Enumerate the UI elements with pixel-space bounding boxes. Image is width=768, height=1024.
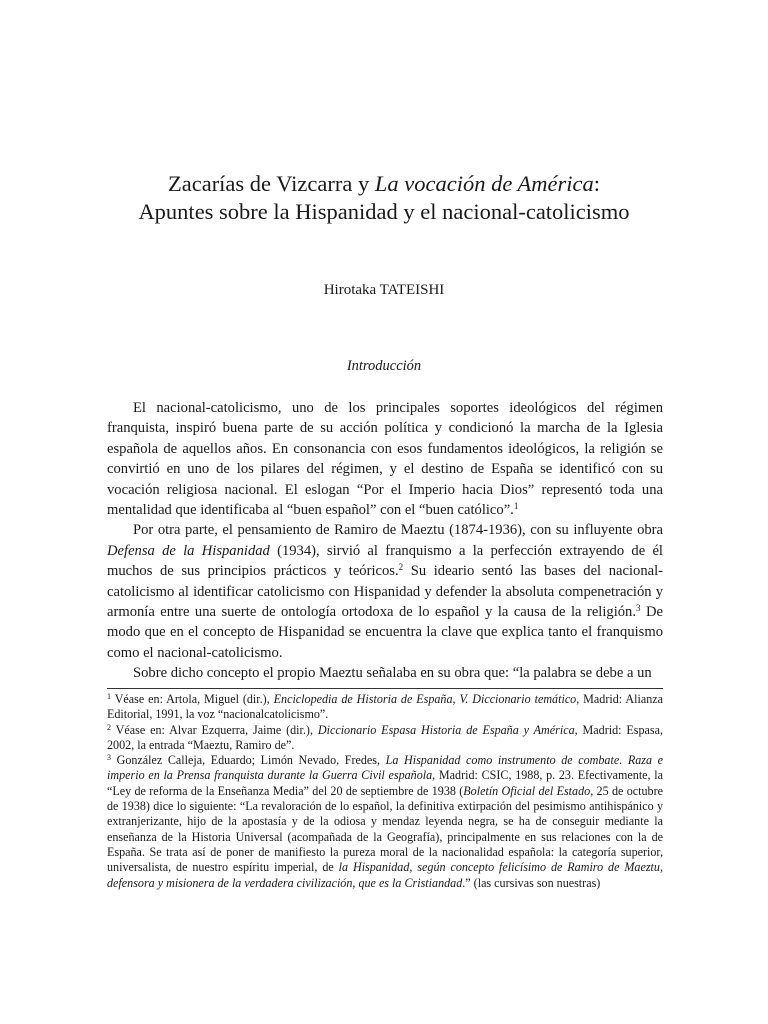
footnotes	[107, 692, 663, 891]
title-plain-text: Zacarías de Vizcarra y	[167, 171, 375, 196]
footnote-1-text-a: Véase en: Artola, Miguel (dir.),	[111, 692, 274, 706]
footnote-3-italic-1: La Hispanidad como instrumento de combate. Raza e imperio en la Prensa franquista durante la Guerra Civil española	[107, 753, 663, 783]
footnote-1-number: 1	[107, 692, 111, 701]
paper-title	[0, 170, 768, 226]
section-heading: Introducción	[346, 358, 422, 374]
footnote-2-number: 2	[107, 722, 111, 732]
footnote-3-number: 3	[107, 753, 111, 763]
footnote-divider	[107, 688, 663, 689]
footnote-ref-3[interactable]: 3	[636, 603, 641, 614]
paragraph-1	[107, 398, 663, 520]
footnote-3-italic-2: Boletín Oficial del Estado	[463, 783, 591, 798]
paragraph-1-text: El nacional-catolicismo, uno de los principales soportes ideológicos del régimen franquista, inspiró buena parte de su acción política y condicionó la marcha de la Iglesia española de aquellos años. En consonancia con esos fundamentos ideológicos, la religión se convirtió en uno de los pilares del régimen, y el destino de España se identificó con su vocación religiosa nacional. El eslogan “Por el Imperio hacia Dios” representó toda una mentalidad que identificaba al “buen español” con el “buen católico”.	[107, 400, 663, 519]
paragraph-2	[107, 520, 663, 663]
paragraph-2-text-b: (1934), sirvió al franquismo a la perfección extrayendo de él muchos de sus principios prácticos y teóricos.	[107, 542, 663, 580]
title-line-2: Apuntes sobre la Hispanidad y el nacional-catolicismo	[138, 199, 630, 224]
footnote-ref-1[interactable]: 1	[513, 501, 519, 512]
footnote-2	[107, 723, 663, 754]
footnote-2-italic: Diccionario Espasa Historia de España y América	[317, 722, 575, 737]
footnote-2-text-a: Véase en: Alvar Ezquerra, Jaime (dir.),	[111, 722, 318, 737]
paragraph-2-text-d: De modo que en el concepto de Hispanidad se encuentra la clave que explica tanto el franquismo como el nacional-catolicismo.	[107, 604, 663, 661]
footnote-ref-2[interactable]: 2	[398, 562, 404, 573]
author-name: Hirotaka TATEISHI	[323, 282, 445, 298]
paragraph-2-italic-title: Defensa de la Hispanidad	[107, 542, 270, 559]
paragraph-3: Sobre dicho concepto el propio Maeztu señalaba en su obra que: “la palabra se debe a un	[133, 665, 652, 682]
footnote-3-text-b: , Madrid: CSIC, 1988, p. 23. Efectivamente, la “Ley de reforma de la Enseñanza Media” del 20 de septiembre de 1938 (	[107, 768, 664, 798]
footnote-3	[107, 753, 663, 891]
footnote-3-text-a: González Calleja, Eduardo; Limón Nevado, Fredes,	[111, 753, 386, 768]
footnote-3-italic-3: la Hispanidad, según concepto felicísimo de Ramiro de Maeztu, defensora y misionera de la verdadera civilización, que es la Cristiandad	[107, 860, 663, 890]
footnote-3-text-d: .” (las cursivas son nuestras)	[462, 875, 601, 890]
paragraph-2-text-c: Su ideario sentó las bases del nacional-catolicismo al identificar catolicismo con Hispanidad y defender la absoluta compenetración y armonía entre una suerte de ontología ortodoxa de lo español y la causa de la religión.	[107, 563, 664, 621]
title-colon: :	[593, 171, 601, 196]
footnote-3-text-c: , 25 de octubre de 1938) dice lo siguiente: “La revaloración de lo español, la definitiva extirpación del pesimismo antihispánico y extranjerizante, hijo de la apostasía y de la odiosa y mendaz leyenda negra, se ha de conseguir mediante la enseñanza de la Historia Universal (acompañada de la Geografía), principalmente en sus relaciones con la de España. Se trata así de poner de manifiesto la pureza moral de la nacionalidad española: la categoría superior, universalista, de nuestro espíritu imperial, de	[107, 783, 663, 875]
title-line-1	[0, 170, 768, 198]
footnote-1	[107, 692, 663, 723]
footnote-1-text-b: , Madrid: Alianza Editorial, 1991, la voz “nacionalcatolicismo”.	[107, 692, 663, 722]
title-italic-work: La vocación de América	[374, 171, 594, 196]
body-text	[107, 398, 663, 684]
footnote-2-text-b: , Madrid: Espasa, 2002, la entrada “Maeztu, Ramiro de”.	[107, 722, 664, 752]
footnote-1-italic: Enciclopedia de Historia de España, V. Diccionario temático	[273, 692, 577, 706]
paragraph-2-text-a: Por otra parte, el pensamiento de Ramiro de Maeztu (1874-1936), con su influyente obra	[133, 522, 663, 539]
